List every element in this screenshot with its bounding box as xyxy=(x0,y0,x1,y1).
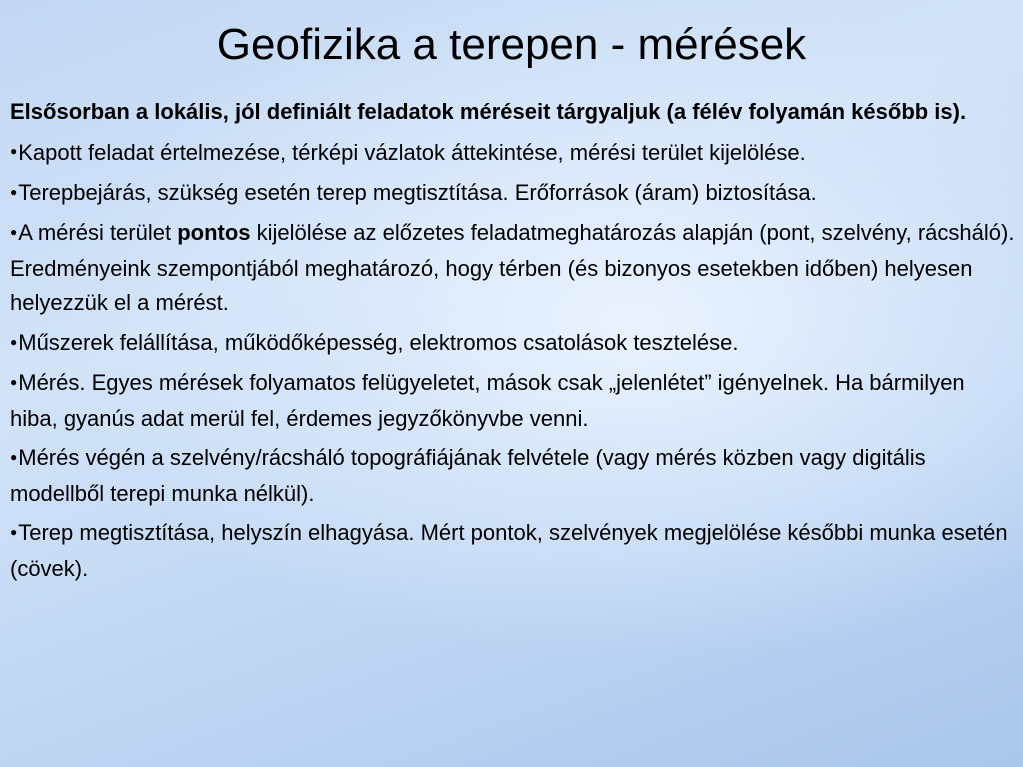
list-item xyxy=(10,516,1015,586)
bullet-icon: ● xyxy=(10,334,18,349)
bullet-icon: ● xyxy=(10,144,18,159)
bullet-icon: ● xyxy=(10,184,18,199)
bullet-text-end: kijelölése az előzetes feladatmeghatározás alapján (pont, szelvény, rácsháló). Eredményeink szempontjából meghatározó, hogy térben (és bizonyos esetekben időben) helyesen helyezzük el a mérést. xyxy=(10,220,1015,316)
bullet-icon: ● xyxy=(10,225,18,240)
list-item xyxy=(10,176,1015,211)
slide-title: Geofizika a terepen - mérések xyxy=(216,20,807,69)
bullet-list xyxy=(10,136,1015,587)
slide-content xyxy=(10,95,1015,591)
bullet-text: Műszerek felállítása, működőképesség, elektromos csatolások tesztelése. xyxy=(18,329,739,355)
bullet-text-emphasis: pontos xyxy=(177,220,251,246)
intro-paragraph: Elsősorban a lokális, jól definiált feladatok méréseit tárgyaljuk (a félév folyamán később is). xyxy=(10,99,967,124)
list-item xyxy=(10,136,1015,171)
list-item xyxy=(10,441,1015,511)
bullet-text: Terep megtisztítása, helyszín elhagyása. Mért pontok, szelvények megjelölése későbbi munka esetén (cövek). xyxy=(10,520,1008,581)
bullet-icon: ● xyxy=(10,525,18,540)
bullet-text-start: A mérési terület xyxy=(18,220,178,246)
bullet-icon: ● xyxy=(10,450,18,465)
list-item xyxy=(10,366,1015,436)
list-item xyxy=(10,216,1015,320)
bullet-text: Mérés végén a szelvény/rácsháló topográfiájának felvétele (vagy mérés közben vagy digitális modellből terepi munka nélkül). xyxy=(10,445,926,506)
list-item xyxy=(10,326,1015,361)
bullet-icon: ● xyxy=(10,375,18,390)
bullet-text: Terepbejárás, szükség esetén terep megtisztítása. Erőforrások (áram) biztosítása. xyxy=(18,179,817,205)
bullet-text: Kapott feladat értelmezése, térképi vázlatok áttekintése, mérési terület kijelölése. xyxy=(18,139,806,165)
bullet-text: Mérés. Egyes mérések folyamatos felügyeletet, mások csak „jelenlétet” igényelnek. Ha bármilyen hiba, gyanús adat merül fel, érdemes jegyzőkönyvbe venni. xyxy=(10,370,965,431)
